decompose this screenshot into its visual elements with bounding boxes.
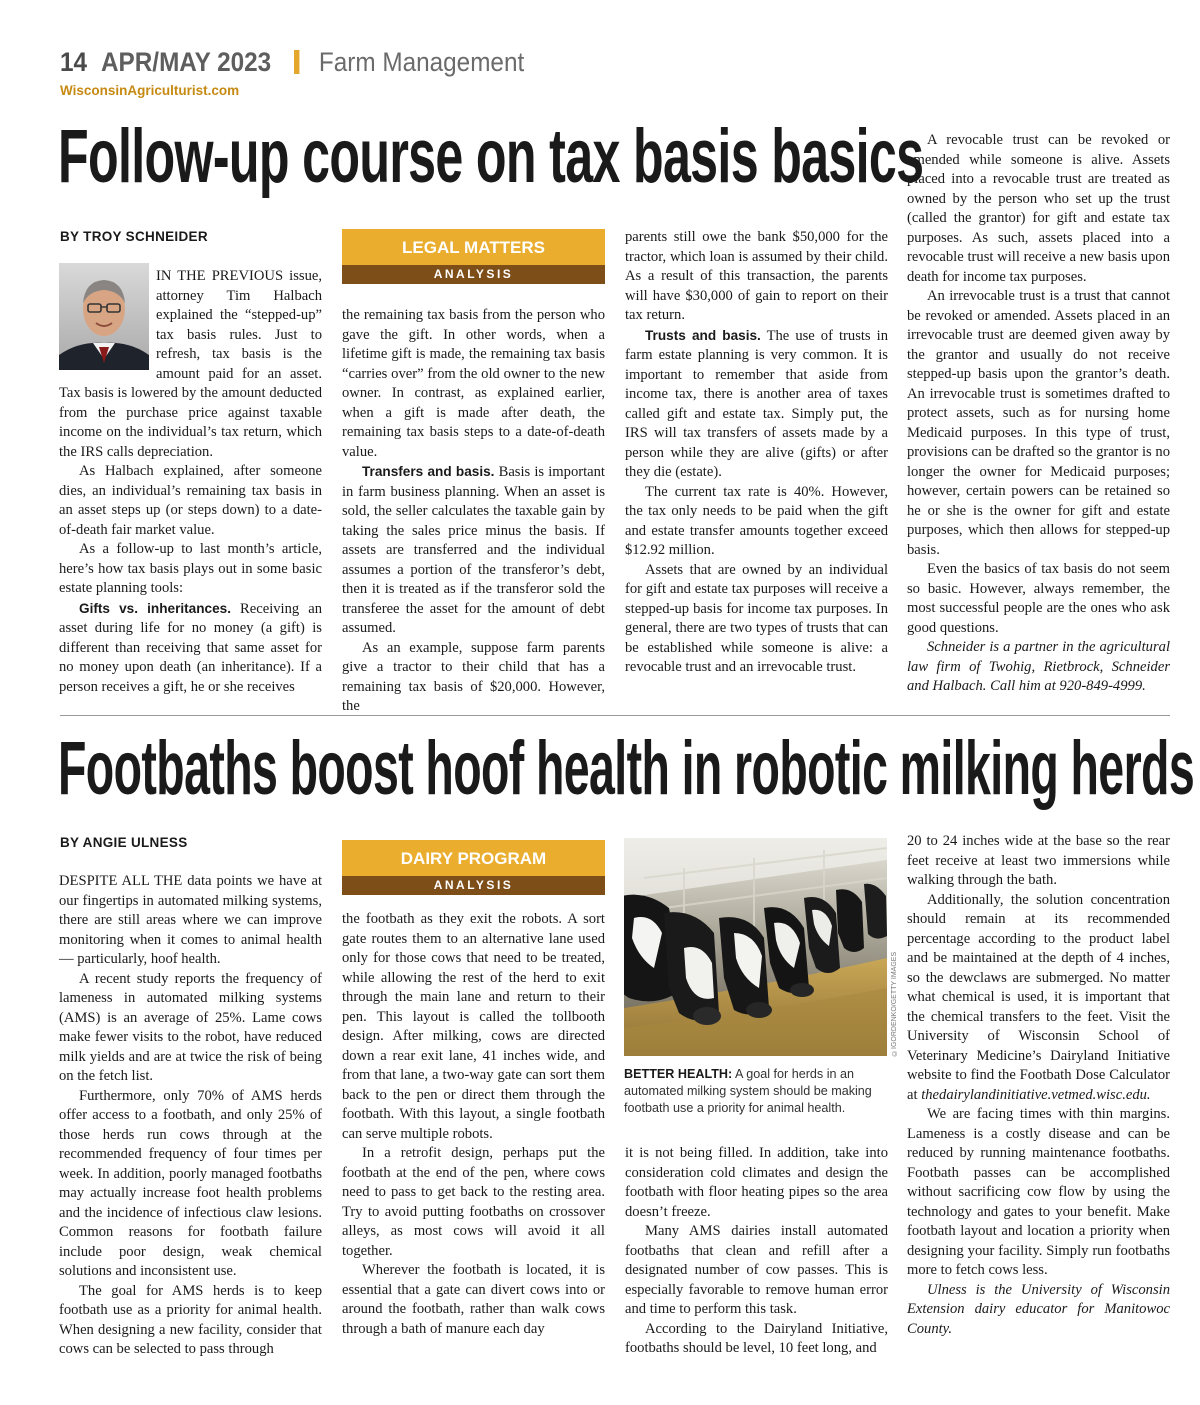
photo-caption bbox=[624, 1066, 887, 1117]
paragraph bbox=[59, 599, 322, 698]
portrait-spacer bbox=[59, 267, 156, 370]
paragraph: As an example, suppose farm parents give a tractor to their child that has a remaining tax basis of $20,000. However, the bbox=[342, 639, 605, 714]
paragraph: 20 to 24 inches wide at the base so the rear feet receive at least two immersions while walking through the bath. bbox=[907, 833, 1170, 888]
dairy-program-tag bbox=[342, 840, 605, 895]
paragraph: it is not being filled. In addition, take into consideration cold climates and design the footbath with floor heating pipes so the area doesn’t freeze. bbox=[625, 1145, 888, 1220]
subhead: Transfers and basis. bbox=[362, 464, 495, 479]
lede-caps: IN THE PREVIOUS issue, bbox=[156, 268, 322, 284]
lede-text: data points we have at our fingertips in automated milking systems, there are still areas where we can improve monitoring when it comes to animal health — particularly, hoof health. bbox=[59, 873, 323, 967]
article2-headline: Footbaths boost hoof health in robotic milking herds bbox=[58, 726, 1195, 811]
paragraph: A recent study reports the frequency of lameness in automated milking systems (AMS) is an average of 25%. Lame cows make fewer visits to the robot, have reduced milk yields and are at twice the risk of being on the fetch list. bbox=[59, 970, 322, 1084]
website: WisconsinAgriculturist.com bbox=[60, 83, 240, 98]
paragraph bbox=[342, 462, 605, 639]
paragraph-text: The use of trusts in farm estate planning is very common. It is important to remember that aside from income tax, there is another area of taxes called gift and estate tax. Simply put, the IRS will tax transfers of assets made by a person while they are alive (gifts) or after they die (estate). bbox=[625, 327, 888, 480]
paragraph: parents still owe the bank $50,000 for the tractor, which loan is assumed by their child. As a result of this transaction, the parents will have $30,000 of gain to report on their tax return. bbox=[625, 229, 888, 323]
author-bio: Schneider is a partner in the agricultural law firm of Twohig, Rietbrock, Schneider and Halbach. Call him at 920-849-4999. bbox=[907, 639, 1170, 694]
issue-date: APR/MAY 2023 bbox=[101, 47, 272, 77]
lede-text: attorney Tim Halbach explained the “stepped-up” tax basis rules. Just to refresh, tax basis is the amount paid for an asset. Tax basis is lowered by the amount deducted from the purchase price against taxable income on the individual’s tax return, which the IRS calls depreciation. bbox=[59, 287, 322, 460]
paragraph: Even the basics of tax basis do not seem so basic. However, always remember, the most successful people are the ones who ask good questions. bbox=[907, 561, 1170, 636]
paragraph: A revocable trust can be revoked or amended while someone is alive. Assets placed into a revocable trust are treated as owned by the person who set up the trust (called the grantor) for gift and estate tax purposes. As such, assets placed into a revocable trust will receive a new basis upon death for income tax purposes. bbox=[907, 132, 1170, 285]
tag-title: DAIRY PROGRAM bbox=[342, 840, 605, 876]
photo-credit bbox=[888, 838, 902, 1056]
tag-kind: ANALYSIS bbox=[342, 876, 605, 895]
subhead: Gifts vs. inheritances. bbox=[79, 600, 232, 616]
paragraph: As a follow-up to last month’s article, here’s how tax basis plays out in some basic estate planning tools: bbox=[59, 541, 322, 596]
tag-kind: ANALYSIS bbox=[342, 265, 605, 284]
lede-caps: DESPITE ALL THE bbox=[59, 873, 183, 889]
article2-column-1 bbox=[59, 872, 322, 1360]
paragraph-text: Basis is important in farm business planning. When an asset is sold, the seller calculates the taxable gain by taking the sales price minus the basis. If assets are transferred and the individual assumes a portion of the transferor’s debt, then it is treated as if the transferor sold the transferee the asset for the amount of debt assumed. bbox=[342, 464, 605, 636]
section-name: Farm Management bbox=[318, 47, 525, 77]
paragraph: Wherever the footbath is located, it is essential that a gate can divert cows into or around the footbath, rather than walk cows through a bath of manure each day bbox=[342, 1262, 605, 1337]
paragraph-text: Receiving an asset during life for no money (a gift) is different than receiving that same asset for no money upon death (an inheritance). If a person receives a gift, he or she receives bbox=[59, 600, 322, 695]
paragraph: Assets that are owned by an individual for gift and estate tax purposes will receive a stepped-up basis for income tax purposes. In general, there are two types of trusts that can be established while someone is alive: a revocable trust and an irrevocable trust. bbox=[625, 561, 888, 675]
article1-column-4 bbox=[907, 131, 1170, 697]
dose-calculator-link[interactable]: thedairylandinitiative.vetmed.wisc.edu. bbox=[921, 1086, 1151, 1103]
caption-text: A goal for herds in an automated milking system should be making footbath use a priority for animal health. bbox=[624, 1067, 872, 1115]
article1-column-2 bbox=[342, 306, 605, 717]
article1-headline: Follow-up course on tax basis basics bbox=[58, 114, 924, 199]
subhead: Trusts and basis. bbox=[645, 327, 761, 343]
paragraph: We are facing times with thin margins. Lameness is a costly disease and can be reduced by running maintenance footbaths. Footbath passes can be accomplished without sacrificing cow flow by using the technology and gates to your benefit. Make footbath layout and location a priority when designing your facility. Simply run footbaths more to fetch cows less. bbox=[907, 1106, 1170, 1278]
paragraph: Many AMS dairies install automated footbaths that clean and refill after a designated number of cow passes. This is especially favorable to remove human error and time to perform this task. bbox=[625, 1223, 888, 1317]
article2-column-3 bbox=[625, 1144, 888, 1359]
article2-byline: BY ANGIE ULNESS bbox=[60, 835, 188, 850]
paragraph: Furthermore, only 70% of AMS herds offer access to a footbath, and only 25% of those herds run cows through at the recommended frequency of four times per week. In addition, poorly managed footbaths may actually increase foot health problems and the incidence of infectious claw lesions. Common reasons for footbath failure include poor design, weak chemical solutions and inconsistent use. bbox=[59, 1087, 322, 1279]
tag-title: LEGAL MATTERS bbox=[342, 229, 605, 265]
folio-divider bbox=[294, 50, 299, 74]
paragraph: the footbath as they exit the robots. A sort gate routes them to an alternative lane used only for those cows that need to be treated, while allowing the rest of the herd to exit through the main lane and return to their pen. This layout is called the tollbooth design. After milking, cows are directed down a rear exit lane, 41 inches wide, and from that lane, a two-way gate can sort them back to the pen or direct them through the footbath. With this layout, a single footbath can serve multiple robots. bbox=[342, 911, 605, 1142]
caption-head: BETTER HEALTH: bbox=[624, 1067, 733, 1081]
paragraph: According to the Dairyland Initiative, footbaths should be level, 10 feet long, and bbox=[625, 1320, 888, 1356]
paragraph-text: Additionally, the solution concentration should remain at its recommended percentage according to the product label and be maintained at the depth of 4 inches, so the dewclaws are submerged. No matter what chemical is used, it is important that the chemical transfers to the feet. Visit the University of Wisconsin School of Veterinary Medicine’s Dairyland Initiative website to find the Footbath Dose Calculator at bbox=[907, 891, 1170, 1103]
folio bbox=[60, 44, 524, 80]
article2-lede bbox=[59, 872, 322, 970]
paragraph: The current tax rate is 40%. However, the tax only needs to be paid when the gift and estate transfer amounts together exceed $12.92 million. bbox=[625, 483, 888, 558]
page-number: 14 bbox=[60, 47, 88, 77]
article1-column-3 bbox=[625, 228, 888, 678]
paragraph bbox=[907, 891, 1170, 1106]
photo-credit-text: ©IGORDENKO/GETTY IMAGES bbox=[891, 951, 898, 1056]
cows-feeding-photo bbox=[624, 838, 887, 1056]
article1-byline: BY TROY SCHNEIDER bbox=[60, 229, 208, 244]
paragraph: The goal for AMS herds is to keep footbath use as a priority for animal health. When designing a new facility, consider that cows can be selected to pass through bbox=[59, 1282, 322, 1357]
article2-column-2 bbox=[342, 910, 605, 1339]
paragraph: An irrevocable trust is a trust that cannot be revoked or amended. Assets placed in an irrevocable trust are deemed given away by the grantor and usually do not receive stepped-up basis upon the grantor’s death. An irrevocable trust is sometimes drafted to protect assets, such as for nursing home Medicaid purposes. In this type of trust, provisions can be drafted so the grantor is no longer the owner for Medicaid purposes; however, certain powers can be retained so he or she is the owner for gift and estate purposes, which then allows for stepped-up basis. bbox=[907, 288, 1170, 558]
legal-matters-tag bbox=[342, 229, 605, 284]
author-bio: Ulness is the University of Wisconsin Extension dairy educator for Manitowoc County. bbox=[907, 1281, 1170, 1337]
article1-column-1 bbox=[59, 267, 322, 697]
article-divider bbox=[60, 715, 1170, 716]
paragraph: In a retrofit design, perhaps put the footbath at the end of the pen, where cows need to pass to get back to the resting area. Try to avoid putting footbaths on crossover alleys, as most cows will avoid it all together. bbox=[342, 1145, 605, 1259]
paragraph bbox=[625, 326, 888, 483]
article2-column-4 bbox=[907, 832, 1170, 1339]
paragraph: the remaining tax basis from the person who gave the gift. In other words, when a lifetime gift is made, the remaining tax basis “carries over” from the old owner to the new owner. In contrast, as explained earlier, when a gift is made after death, the remaining tax basis steps to a date-of-death value. bbox=[342, 307, 605, 460]
paragraph: As Halbach explained, after someone dies, an individual’s remaining tax basis in an asset steps up (or steps down) to a date-of-death fair market value. bbox=[59, 463, 322, 538]
